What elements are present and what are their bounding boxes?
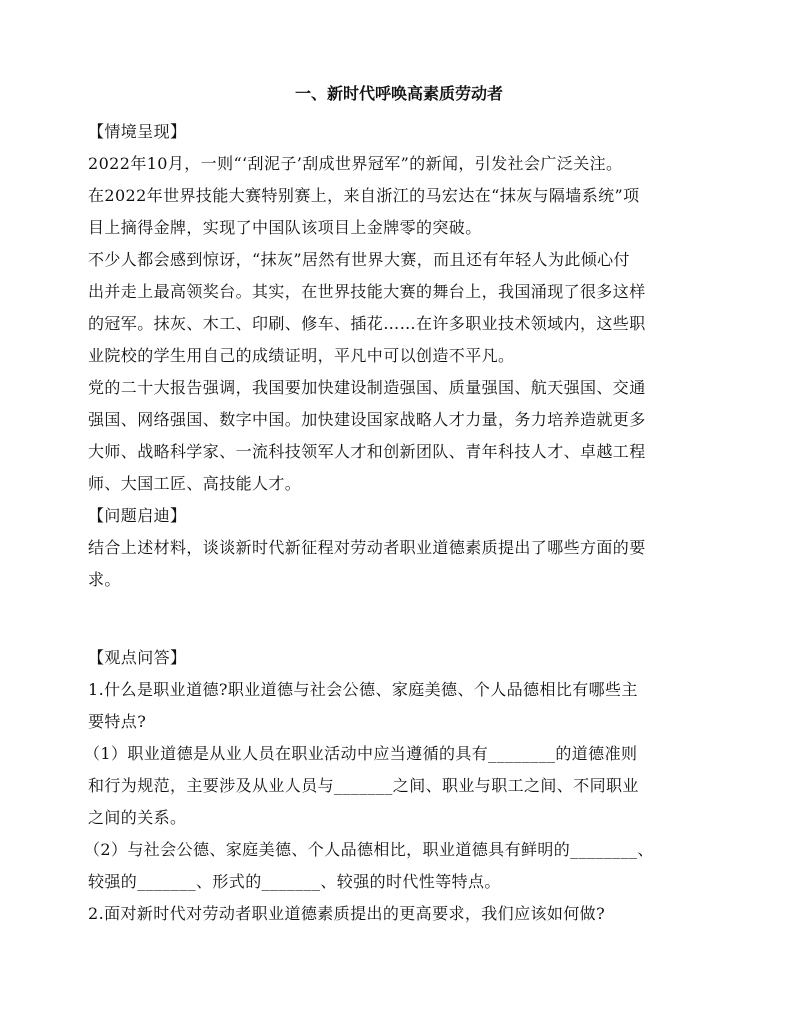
- scenario-line: 大师、战略科学家、一流科技领军人才和创新团队、青年科技人才、卓越工程: [88, 442, 646, 461]
- answer-line: 2.面对新时代对劳动者职业道德素质提出的更高要求，我们应该如何做?: [88, 904, 606, 923]
- scenario-line: 的冠军。抹灰、木工、印刷、修车、插花……在许多职业技术领域内，这些职: [88, 314, 646, 333]
- page-title: 一、新时代呼唤高素质劳动者: [294, 84, 503, 103]
- section-header-scenario: 【情境呈现】: [88, 122, 187, 141]
- answer-line: （1）职业道德是从业人员在职业活动中应当遵循的具有________的道德准则: [84, 744, 638, 763]
- scenario-line: 目上摘得金牌，实现了中国队该项目上金牌零的突破。: [88, 218, 482, 237]
- scenario-line: 不少人都会感到惊讶，“抹灰”居然有世界大赛，而且还有年轻人为此倾心付: [88, 250, 630, 269]
- section-header-question: 【问题启迪】: [88, 506, 187, 525]
- answer-line: 和行为规范，主要涉及从业人员与_______之间、职业与职工之间、不同职业: [88, 776, 639, 795]
- scenario-line: 业院校的学生用自己的成绩证明，平凡中可以创造不平凡。: [88, 346, 515, 365]
- scenario-line: 2022年10月，一则“‘刮泥子’刮成世界冠军”的新闻，引发社会广泛关注。: [88, 154, 623, 173]
- answer-line: 较强的_______、形式的_______、较强的时代性等特点。: [88, 872, 501, 891]
- answer-line: 之间的关系。: [88, 808, 187, 827]
- answer-line: 1.什么是职业道德?职业道德与社会公德、家庭美德、个人品德相比有哪些主: [88, 680, 638, 699]
- scenario-line: 在2022年世界技能大赛特别赛上，来自浙江的马宏达在“抹灰与隔墙系统”项: [88, 186, 640, 205]
- question-line: 求。: [88, 570, 121, 589]
- section-header-answers: 【观点问答】: [88, 648, 187, 667]
- answer-line: （2）与社会公德、家庭美德、个人品德相比，职业道德具有鲜明的________、: [84, 840, 654, 859]
- document-page: [84, 80, 710, 930]
- question-line: 结合上述材料，谈谈新时代新征程对劳动者职业道德素质提出了哪些方面的要: [88, 538, 646, 557]
- answer-line: 要特点?: [88, 712, 147, 731]
- scenario-line: 师、大国工匠、高技能人才。: [88, 474, 302, 493]
- scenario-line: 党的二十大报告强调，我国要加快建设制造强国、质量强国、航天强国、交通: [88, 378, 646, 397]
- scenario-line: 出并走上最高领奖台。其实，在世界技能大赛的舞台上，我国涌现了很多这样: [88, 282, 646, 301]
- scenario-line: 强国、网络强国、数字中国。加快建设国家战略人才力量，务力培养造就更多: [88, 410, 646, 429]
- blank-spacer: [88, 596, 710, 642]
